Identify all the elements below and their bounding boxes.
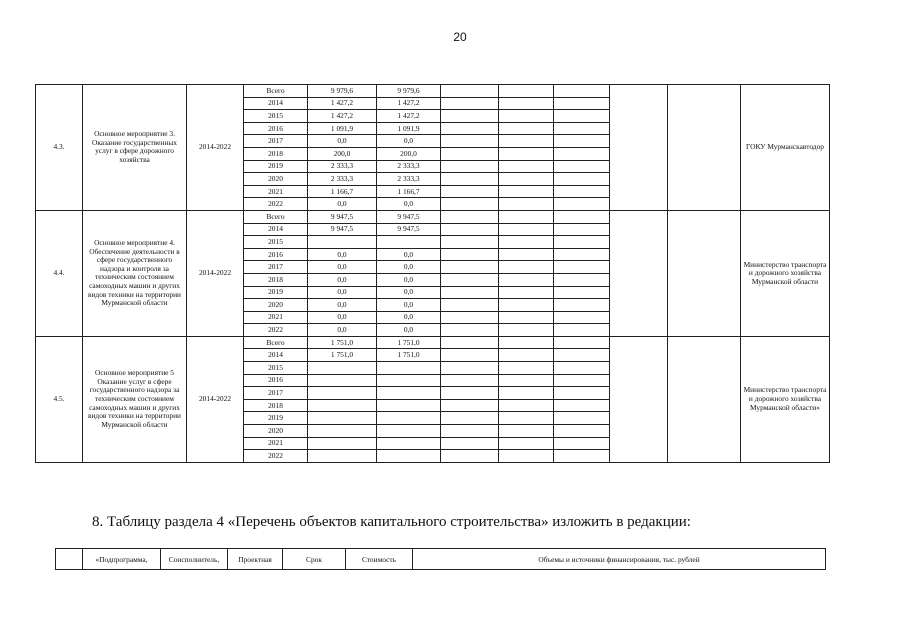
empty-cell (499, 286, 554, 299)
empty-cell (441, 425, 499, 438)
empty-cell (554, 286, 610, 299)
year-cell: 2015 (244, 110, 308, 123)
item-period: 2014-2022 (187, 210, 244, 336)
total-value-cell (308, 450, 377, 463)
empty-cell (554, 374, 610, 387)
empty-cell (499, 85, 554, 98)
empty-cell (499, 160, 554, 173)
empty-cell (499, 412, 554, 425)
capital-construction-header-table (55, 548, 826, 570)
empty-cell (554, 387, 610, 400)
total-value-cell: 0,0 (308, 198, 377, 211)
table-row (36, 210, 830, 223)
budget-value-cell (377, 362, 441, 375)
total-value-cell: 0,0 (308, 311, 377, 324)
year-cell: 2020 (244, 425, 308, 438)
header-cell-term: Срок (283, 549, 346, 570)
item-code: 4.5. (36, 336, 83, 462)
total-value-cell (308, 425, 377, 438)
item-executor: Министерство транспорта и дорожного хозяйства Мурманской области (741, 210, 830, 336)
budget-value-cell: 1 751,0 (377, 349, 441, 362)
budget-value-cell: 2 333,3 (377, 160, 441, 173)
empty-cell (499, 110, 554, 123)
empty-cell (499, 311, 554, 324)
budget-value-cell: 200,0 (377, 147, 441, 160)
total-value-cell: 1 091,9 (308, 122, 377, 135)
empty-cell (499, 387, 554, 400)
empty-cell (499, 236, 554, 249)
budget-value-cell (377, 425, 441, 438)
total-value-cell: 0,0 (308, 286, 377, 299)
budget-value-cell (377, 374, 441, 387)
empty-cell (441, 261, 499, 274)
empty-cell (554, 198, 610, 211)
empty-cell (610, 210, 668, 336)
financing-table (35, 84, 830, 463)
year-cell: 2017 (244, 387, 308, 400)
empty-cell (554, 324, 610, 337)
empty-cell (499, 450, 554, 463)
empty-cell (499, 362, 554, 375)
empty-cell (554, 437, 610, 450)
item-executor: Министерство транспорта и дорожного хозяйства Мурманской области» (741, 336, 830, 462)
empty-cell (441, 299, 499, 312)
budget-value-cell: 0,0 (377, 299, 441, 312)
empty-cell (441, 147, 499, 160)
total-value-cell: 2 333,3 (308, 173, 377, 186)
empty-cell (554, 160, 610, 173)
total-value-cell (308, 412, 377, 425)
budget-value-cell (377, 450, 441, 463)
empty-cell (554, 223, 610, 236)
total-value-cell: 0,0 (308, 135, 377, 148)
empty-cell (499, 261, 554, 274)
item-code: 4.3. (36, 85, 83, 211)
total-value-cell: 0,0 (308, 299, 377, 312)
item-period: 2014-2022 (187, 85, 244, 211)
empty-cell (441, 437, 499, 450)
empty-cell (554, 425, 610, 438)
year-cell: 2019 (244, 160, 308, 173)
empty-cell (441, 85, 499, 98)
empty-cell (441, 185, 499, 198)
header-cell-coexecutor: Соисполнитель, (161, 549, 228, 570)
budget-value-cell: 1 427,2 (377, 110, 441, 123)
empty-cell (441, 248, 499, 261)
year-cell: 2014 (244, 223, 308, 236)
year-cell: 2017 (244, 135, 308, 148)
empty-cell (499, 437, 554, 450)
budget-value-cell: 9 947,5 (377, 210, 441, 223)
year-cell: Всего (244, 336, 308, 349)
year-cell: 2016 (244, 374, 308, 387)
empty-cell (554, 412, 610, 425)
empty-cell (554, 185, 610, 198)
empty-cell (554, 399, 610, 412)
budget-value-cell: 0,0 (377, 248, 441, 261)
total-value-cell (308, 374, 377, 387)
empty-cell (554, 450, 610, 463)
empty-cell (499, 122, 554, 135)
empty-cell (441, 173, 499, 186)
empty-cell (499, 198, 554, 211)
empty-cell (668, 336, 741, 462)
year-cell: 2020 (244, 173, 308, 186)
total-value-cell (308, 399, 377, 412)
total-value-cell: 9 979,6 (308, 85, 377, 98)
empty-cell (499, 210, 554, 223)
empty-cell (499, 273, 554, 286)
empty-cell (499, 185, 554, 198)
table-row (36, 85, 830, 98)
budget-value-cell: 9 947,5 (377, 223, 441, 236)
header-row (56, 549, 826, 570)
item-description: Основное мероприятие 5 Оказание услуг в сфере государственного надзора за техническим состоянием самоходных машин и других видов техники на территории Мурманской области (83, 336, 187, 462)
item-period: 2014-2022 (187, 336, 244, 462)
year-cell: 2018 (244, 147, 308, 160)
budget-value-cell: 1 751,0 (377, 336, 441, 349)
empty-cell (499, 425, 554, 438)
empty-cell (554, 299, 610, 312)
total-value-cell: 9 947,5 (308, 210, 377, 223)
header-cell-project: Проектная (228, 549, 283, 570)
budget-value-cell (377, 412, 441, 425)
year-cell: 2014 (244, 349, 308, 362)
budget-value-cell (377, 387, 441, 400)
empty-cell (610, 85, 668, 211)
empty-cell (499, 223, 554, 236)
paragraph-8: 8. Таблицу раздела 4 «Перечень объектов капитального строительства» изложить в редакции: (92, 514, 691, 530)
year-cell: Всего (244, 85, 308, 98)
year-cell: 2015 (244, 236, 308, 249)
table-body (36, 85, 830, 463)
budget-value-cell (377, 236, 441, 249)
empty-cell (441, 122, 499, 135)
year-cell: 2016 (244, 248, 308, 261)
empty-cell (499, 147, 554, 160)
item-description: Основное мероприятие 3. Оказание государственных услуг в сфере дорожного хозяйства (83, 85, 187, 211)
empty-cell (554, 248, 610, 261)
empty-cell (668, 210, 741, 336)
total-value-cell: 200,0 (308, 147, 377, 160)
budget-value-cell: 9 979,6 (377, 85, 441, 98)
empty-cell (554, 173, 610, 186)
empty-cell (554, 85, 610, 98)
total-value-cell (308, 236, 377, 249)
year-cell: 2021 (244, 311, 308, 324)
empty-cell (554, 97, 610, 110)
empty-cell (499, 299, 554, 312)
budget-value-cell: 1 427,2 (377, 97, 441, 110)
budget-value-cell: 0,0 (377, 135, 441, 148)
total-value-cell: 2 333,3 (308, 160, 377, 173)
empty-cell (499, 374, 554, 387)
budget-value-cell: 0,0 (377, 324, 441, 337)
year-cell: 2019 (244, 412, 308, 425)
total-value-cell: 1 751,0 (308, 336, 377, 349)
empty-cell (441, 412, 499, 425)
budget-value-cell: 0,0 (377, 311, 441, 324)
total-value-cell: 1 427,2 (308, 110, 377, 123)
total-value-cell (308, 387, 377, 400)
year-cell: 2021 (244, 185, 308, 198)
empty-cell (441, 236, 499, 249)
empty-cell (441, 450, 499, 463)
item-code: 4.4. (36, 210, 83, 336)
year-cell: 2017 (244, 261, 308, 274)
year-cell: 2014 (244, 97, 308, 110)
budget-value-cell: 1 091,9 (377, 122, 441, 135)
total-value-cell: 0,0 (308, 324, 377, 337)
header-cell-cost: Стоимость (346, 549, 413, 570)
empty-cell (441, 399, 499, 412)
empty-cell (499, 324, 554, 337)
year-cell: 2015 (244, 362, 308, 375)
empty-cell (554, 336, 610, 349)
empty-cell (554, 311, 610, 324)
empty-cell (441, 374, 499, 387)
empty-cell (499, 135, 554, 148)
header-cell-subprogram: «Подпрограмма, (83, 549, 161, 570)
total-value-cell: 1 166,7 (308, 185, 377, 198)
empty-cell (554, 349, 610, 362)
budget-value-cell: 0,0 (377, 198, 441, 211)
total-value-cell: 9 947,5 (308, 223, 377, 236)
empty-cell (441, 336, 499, 349)
empty-cell (554, 210, 610, 223)
budget-value-cell: 0,0 (377, 286, 441, 299)
header-cell-financing: Объемы и источники финансирования, тыс. рублей (413, 549, 826, 570)
budget-value-cell: 2 333,3 (377, 173, 441, 186)
total-value-cell: 1 751,0 (308, 349, 377, 362)
empty-cell (441, 273, 499, 286)
empty-cell (554, 273, 610, 286)
empty-cell (499, 336, 554, 349)
budget-value-cell: 1 166,7 (377, 185, 441, 198)
year-cell: 2021 (244, 437, 308, 450)
budget-value-cell: 0,0 (377, 261, 441, 274)
total-value-cell: 0,0 (308, 273, 377, 286)
empty-cell (441, 349, 499, 362)
total-value-cell (308, 437, 377, 450)
page-number: 20 (453, 30, 467, 44)
empty-cell (441, 387, 499, 400)
total-value-cell (308, 362, 377, 375)
table-row (36, 336, 830, 349)
empty-cell (441, 311, 499, 324)
budget-value-cell (377, 437, 441, 450)
year-cell: 2022 (244, 198, 308, 211)
year-cell: Всего (244, 210, 308, 223)
budget-value-cell: 0,0 (377, 273, 441, 286)
empty-cell (499, 248, 554, 261)
empty-cell (499, 349, 554, 362)
year-cell: 2020 (244, 299, 308, 312)
budget-value-cell (377, 399, 441, 412)
total-value-cell: 0,0 (308, 248, 377, 261)
empty-cell (554, 122, 610, 135)
empty-cell (554, 261, 610, 274)
year-cell: 2022 (244, 324, 308, 337)
empty-cell (499, 173, 554, 186)
empty-cell (668, 85, 741, 211)
year-cell: 2019 (244, 286, 308, 299)
empty-cell (499, 97, 554, 110)
total-value-cell: 1 427,2 (308, 97, 377, 110)
empty-cell (554, 147, 610, 160)
item-description: Основное мероприятие 4. Обеспечение деятельности в сфере государственного надзора и контроля за техническим состоянием самоходных машин и других видов техники на территории Мурманской области (83, 210, 187, 336)
total-value-cell: 0,0 (308, 261, 377, 274)
empty-cell (441, 210, 499, 223)
header-cell-empty (56, 549, 83, 570)
empty-cell (441, 97, 499, 110)
item-executor: ГОКУ Мурманскавтодор (741, 85, 830, 211)
empty-cell (554, 135, 610, 148)
empty-cell (441, 160, 499, 173)
empty-cell (441, 198, 499, 211)
empty-cell (441, 362, 499, 375)
empty-cell (441, 286, 499, 299)
empty-cell (499, 399, 554, 412)
year-cell: 2022 (244, 450, 308, 463)
year-cell: 2018 (244, 399, 308, 412)
empty-cell (554, 236, 610, 249)
year-cell: 2016 (244, 122, 308, 135)
year-cell: 2018 (244, 273, 308, 286)
empty-cell (554, 110, 610, 123)
empty-cell (441, 110, 499, 123)
empty-cell (441, 135, 499, 148)
empty-cell (554, 362, 610, 375)
empty-cell (441, 324, 499, 337)
empty-cell (441, 223, 499, 236)
empty-cell (610, 336, 668, 462)
